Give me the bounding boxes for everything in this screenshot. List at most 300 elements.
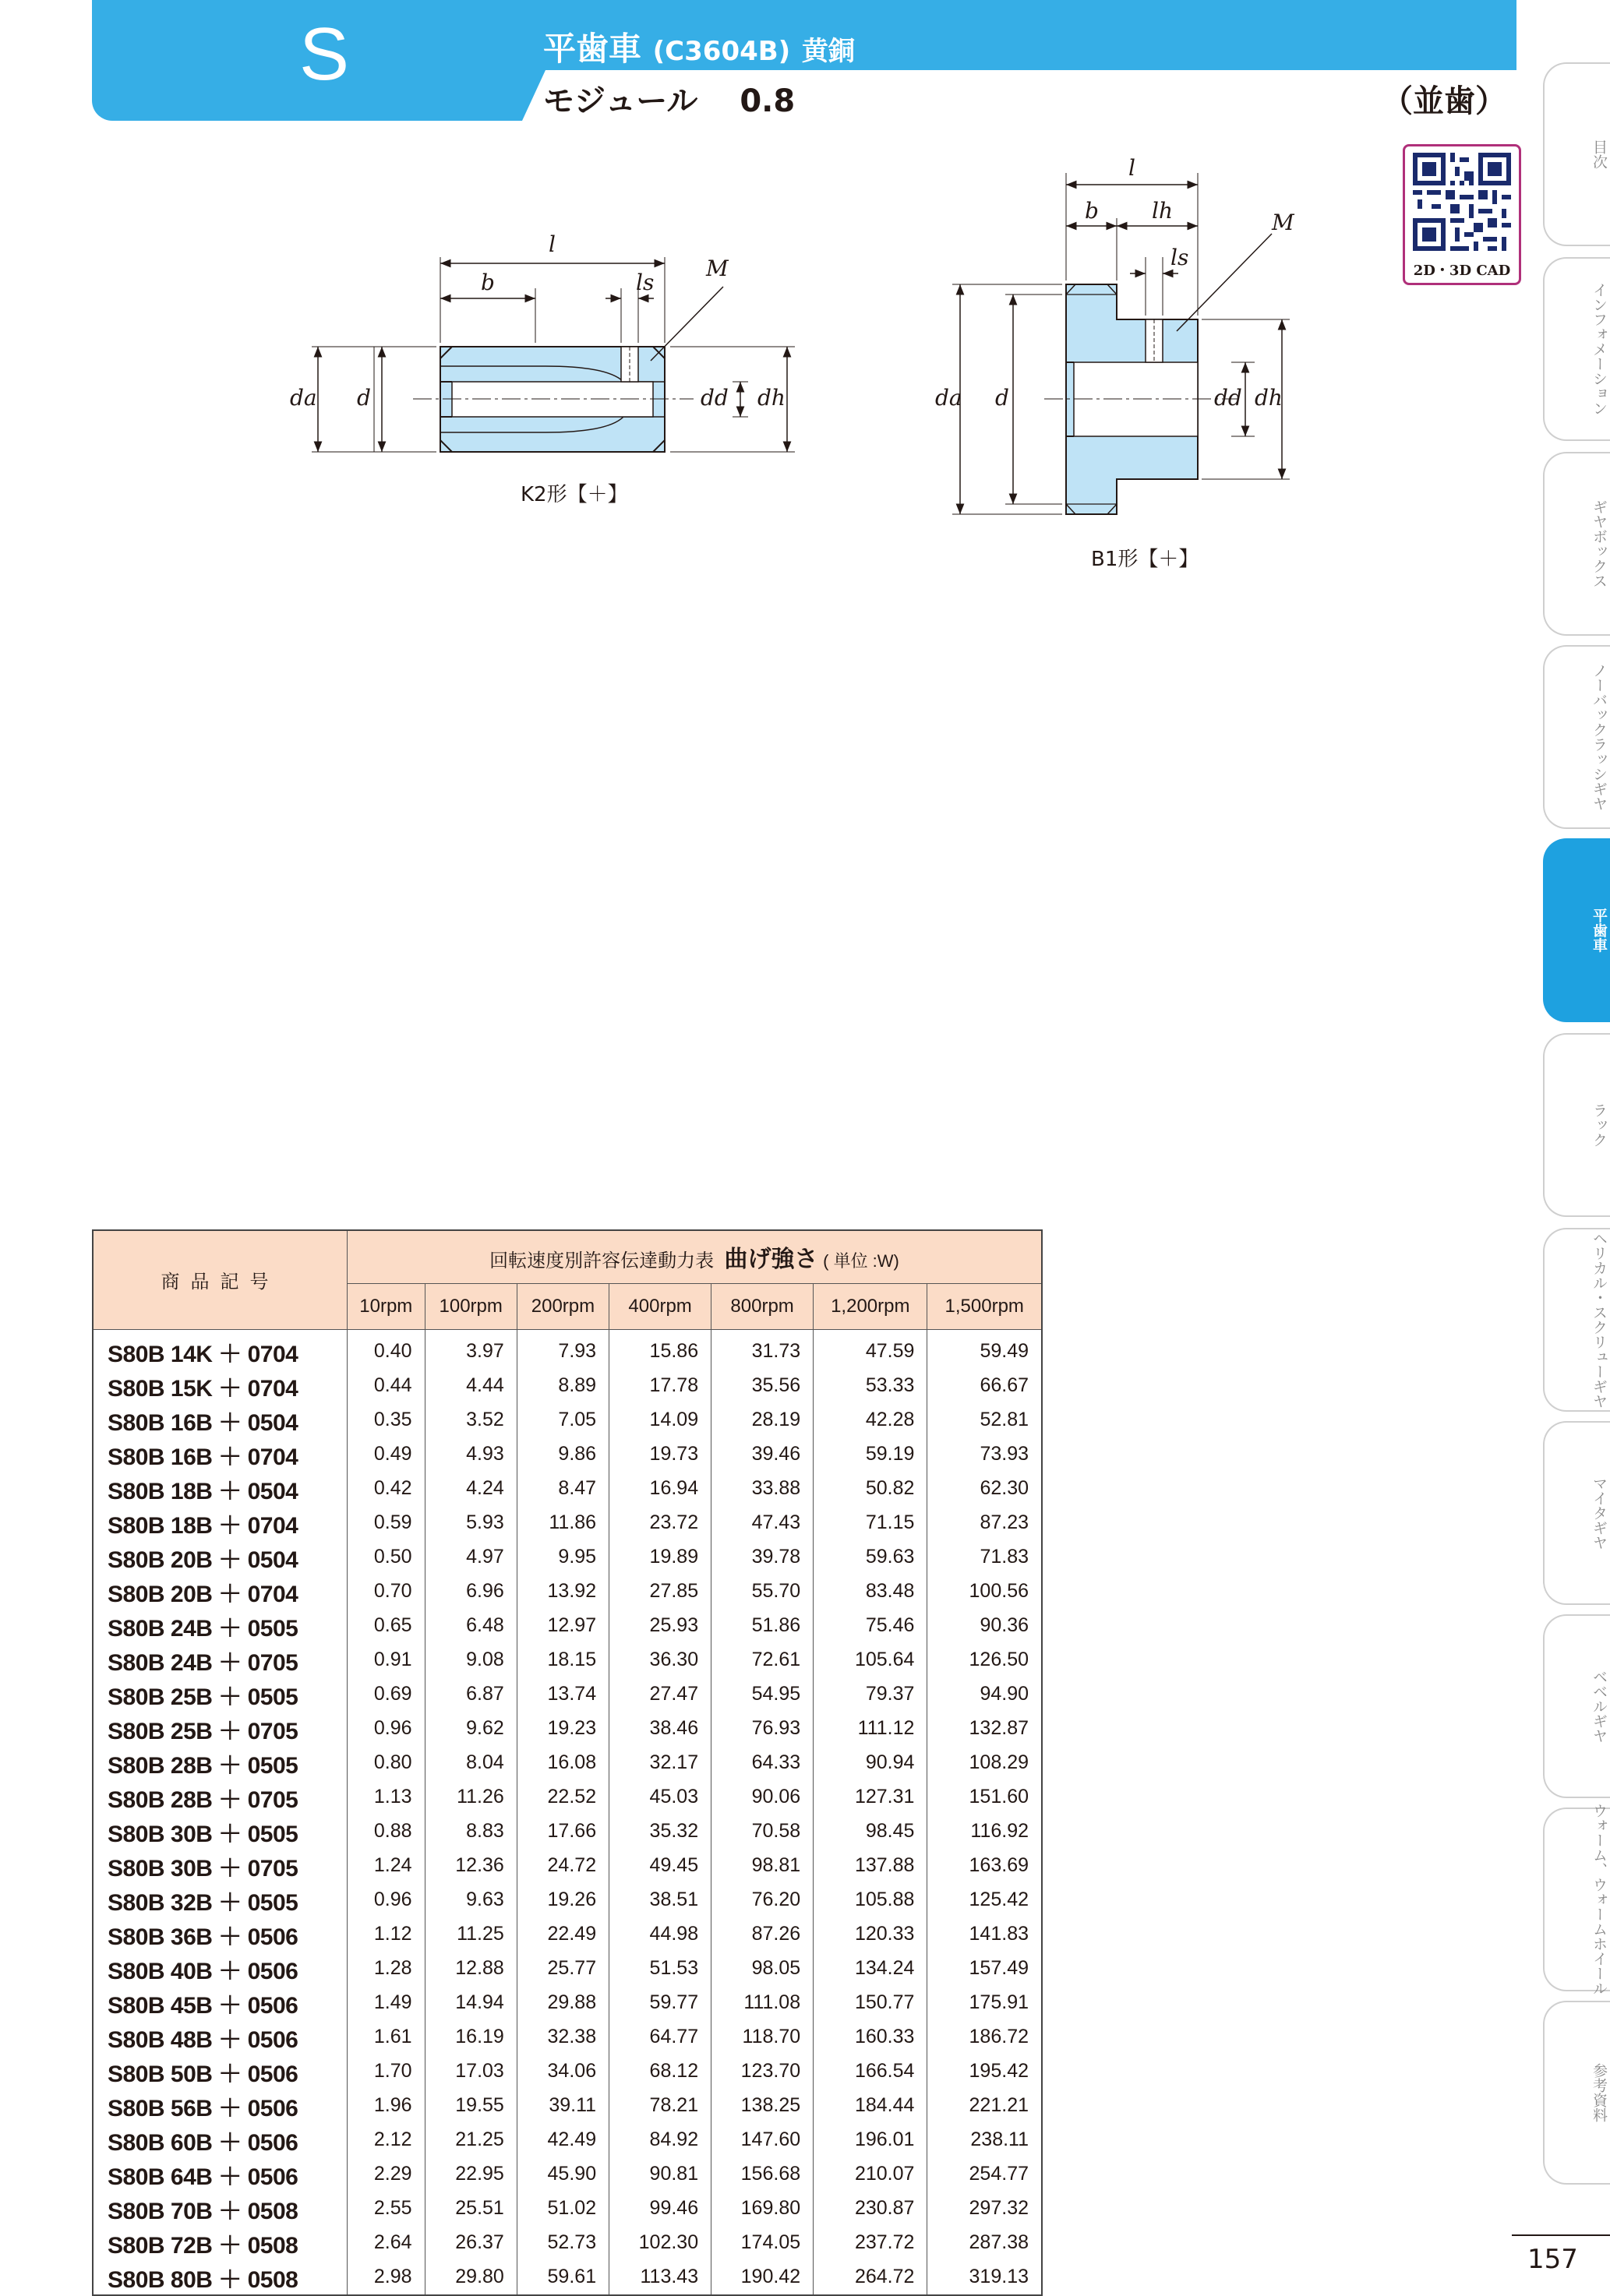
- power-value-cell: 38.51: [609, 1883, 711, 1917]
- table-row: [93, 2089, 1042, 2123]
- power-value-cell: 16.08: [517, 1746, 609, 1780]
- power-value-cell: 111.12: [814, 1712, 927, 1746]
- power-value-cell: 47.43: [711, 1506, 814, 1540]
- product-code-cell: S80B 64B ＋ 0506: [93, 2157, 348, 2192]
- power-value-cell: 132.87: [927, 1712, 1042, 1746]
- power-value-cell: 151.60: [927, 1780, 1042, 1815]
- power-value-cell: 35.32: [609, 1815, 711, 1849]
- power-value-cell: 29.80: [425, 2260, 517, 2295]
- table-row: [93, 1506, 1042, 1540]
- side-tab-worm[interactable]: ウォーム、ウォームホイール: [1543, 1808, 1610, 1991]
- power-value-cell: 59.49: [927, 1329, 1042, 1369]
- title-material-jp: 黄銅: [801, 36, 855, 67]
- side-tab-reference[interactable]: 参考資料: [1543, 2001, 1610, 2185]
- power-value-cell: 186.72: [927, 2020, 1042, 2054]
- power-value-cell: 75.46: [814, 1609, 927, 1643]
- table-row: [93, 2123, 1042, 2157]
- power-value-cell: 51.53: [609, 1952, 711, 1986]
- power-value-cell: 62.30: [927, 1472, 1042, 1506]
- power-value-cell: 38.46: [609, 1712, 711, 1746]
- power-value-cell: 11.26: [425, 1780, 517, 1815]
- side-tab-rack[interactable]: ラック: [1543, 1033, 1610, 1217]
- table-row: [93, 2020, 1042, 2054]
- power-value-cell: 17.66: [517, 1815, 609, 1849]
- power-value-cell: 319.13: [927, 2260, 1042, 2295]
- rpm-header: 200rpm: [517, 1283, 609, 1329]
- power-value-cell: 8.47: [517, 1472, 609, 1506]
- k2-drawing: [312, 257, 795, 452]
- power-value-cell: 25.93: [609, 1609, 711, 1643]
- product-code-cell: S80B 18B ＋ 0504: [93, 1472, 348, 1506]
- power-value-cell: 108.29: [927, 1746, 1042, 1780]
- power-value-cell: 22.52: [517, 1780, 609, 1815]
- power-value-cell: 47.59: [814, 1329, 927, 1369]
- k2-caption: K2形【＋】: [521, 483, 628, 506]
- product-code-cell: S80B 70B ＋ 0508: [93, 2192, 348, 2226]
- power-value-cell: 18.15: [517, 1643, 609, 1677]
- power-value-cell: 113.43: [609, 2260, 711, 2295]
- table-row: [93, 1575, 1042, 1609]
- series-letter: S: [298, 12, 350, 96]
- power-value-cell: 105.88: [814, 1883, 927, 1917]
- power-value-cell: 1.96: [348, 2089, 425, 2123]
- rpm-header: 400rpm: [609, 1283, 711, 1329]
- power-value-cell: 254.77: [927, 2157, 1042, 2192]
- product-code-cell: S80B 30B ＋ 0505: [93, 1815, 348, 1849]
- power-value-cell: 22.95: [425, 2157, 517, 2192]
- title-material: (C3604B): [652, 36, 791, 67]
- power-value-cell: 98.81: [711, 1849, 814, 1883]
- power-value-cell: 44.98: [609, 1917, 711, 1952]
- power-value-cell: 98.05: [711, 1952, 814, 1986]
- product-code-cell: S80B 36B ＋ 0506: [93, 1917, 348, 1952]
- power-value-cell: 0.80: [348, 1746, 425, 1780]
- power-value-cell: 14.94: [425, 1986, 517, 2020]
- power-value-cell: 1.24: [348, 1849, 425, 1883]
- power-value-cell: 13.74: [517, 1677, 609, 1712]
- power-value-cell: 116.92: [927, 1815, 1042, 1849]
- product-code-cell: S80B 28B ＋ 0705: [93, 1780, 348, 1815]
- power-value-cell: 4.24: [425, 1472, 517, 1506]
- product-code-cell: S80B 18B ＋ 0704: [93, 1506, 348, 1540]
- power-value-cell: 4.44: [425, 1369, 517, 1403]
- power-value-cell: 29.88: [517, 1986, 609, 2020]
- power-value-cell: 78.21: [609, 2089, 711, 2123]
- power-value-cell: 1.12: [348, 1917, 425, 1952]
- k2-label-d: d: [357, 385, 371, 411]
- power-value-cell: 287.38: [927, 2226, 1042, 2260]
- power-value-cell: 9.08: [425, 1643, 517, 1677]
- power-value-cell: 25.51: [425, 2192, 517, 2226]
- power-value-cell: 4.97: [425, 1540, 517, 1575]
- power-value-cell: 126.50: [927, 1643, 1042, 1677]
- title-main: 平歯車: [543, 30, 642, 68]
- power-value-cell: 0.96: [348, 1712, 425, 1746]
- power-value-cell: 64.77: [609, 2020, 711, 2054]
- group-header-prefix: 回転速度別許容伝達動力表: [489, 1250, 715, 1272]
- power-value-cell: 2.55: [348, 2192, 425, 2226]
- table-row: [93, 2157, 1042, 2192]
- power-value-cell: 45.90: [517, 2157, 609, 2192]
- power-value-cell: 16.94: [609, 1472, 711, 1506]
- power-value-cell: 32.38: [517, 2020, 609, 2054]
- power-value-cell: 19.26: [517, 1883, 609, 1917]
- power-value-cell: 59.19: [814, 1437, 927, 1472]
- power-value-cell: 238.11: [927, 2123, 1042, 2157]
- table-row: [93, 1609, 1042, 1643]
- power-value-cell: 160.33: [814, 2020, 927, 2054]
- power-value-cell: 141.83: [927, 1917, 1042, 1952]
- b1-label-l: l: [1128, 155, 1135, 181]
- power-value-cell: 0.59: [348, 1506, 425, 1540]
- k2-label-dd: dd: [701, 385, 729, 411]
- power-value-cell: 19.89: [609, 1540, 711, 1575]
- power-value-cell: 1.28: [348, 1952, 425, 1986]
- b1-label-ls: ls: [1170, 245, 1189, 270]
- drawing-area: [0, 0, 1481, 592]
- cad-label: 2D・3D CAD: [1413, 263, 1511, 279]
- product-code-cell: S80B 20B ＋ 0704: [93, 1575, 348, 1609]
- side-tab-no-backlash[interactable]: ノーバックラッシギヤ: [1543, 645, 1610, 829]
- power-value-cell: 100.56: [927, 1575, 1042, 1609]
- power-value-cell: 24.72: [517, 1849, 609, 1883]
- power-value-cell: 90.81: [609, 2157, 711, 2192]
- power-value-cell: 59.61: [517, 2260, 609, 2295]
- power-value-cell: 157.49: [927, 1952, 1042, 1986]
- power-value-cell: 0.44: [348, 1369, 425, 1403]
- power-value-cell: 52.81: [927, 1403, 1042, 1437]
- table-row: [93, 1986, 1042, 2020]
- k2-label-m: M: [706, 256, 729, 281]
- power-value-cell: 64.33: [711, 1746, 814, 1780]
- power-value-cell: 175.91: [927, 1986, 1042, 2020]
- b1-label-dh: dh: [1255, 385, 1283, 411]
- product-code-cell: S80B 24B ＋ 0705: [93, 1643, 348, 1677]
- b1-label-m: M: [1272, 210, 1294, 235]
- group-header-main: 曲げ強さ: [724, 1247, 818, 1273]
- power-table: [92, 1229, 1043, 2296]
- power-value-cell: 49.45: [609, 1849, 711, 1883]
- table-row: [93, 2192, 1042, 2226]
- power-value-cell: 51.86: [711, 1609, 814, 1643]
- power-value-cell: 1.61: [348, 2020, 425, 2054]
- power-value-cell: 70.58: [711, 1815, 814, 1849]
- power-value-cell: 22.49: [517, 1917, 609, 1952]
- power-value-cell: 9.95: [517, 1540, 609, 1575]
- rpm-header: 100rpm: [425, 1283, 517, 1329]
- power-value-cell: 127.31: [814, 1780, 927, 1815]
- power-value-cell: 98.45: [814, 1815, 927, 1849]
- product-code-cell: S80B 72B ＋ 0508: [93, 2226, 348, 2260]
- power-value-cell: 66.67: [927, 1369, 1042, 1403]
- power-value-cell: 33.88: [711, 1472, 814, 1506]
- power-value-cell: 1.49: [348, 1986, 425, 2020]
- power-value-cell: 17.03: [425, 2054, 517, 2089]
- table-row: [93, 1437, 1042, 1472]
- power-value-cell: 111.08: [711, 1986, 814, 2020]
- power-value-cell: 2.12: [348, 2123, 425, 2157]
- power-value-cell: 3.97: [425, 1329, 517, 1369]
- power-value-cell: 1.70: [348, 2054, 425, 2089]
- power-value-cell: 264.72: [814, 2260, 927, 2295]
- power-value-cell: 230.87: [814, 2192, 927, 2226]
- b1-label-b: b: [1085, 198, 1099, 224]
- power-value-cell: 163.69: [927, 1849, 1042, 1883]
- power-value-cell: 32.17: [609, 1746, 711, 1780]
- power-value-cell: 90.06: [711, 1780, 814, 1815]
- table-row: [93, 1952, 1042, 1986]
- power-value-cell: 51.02: [517, 2192, 609, 2226]
- power-value-cell: 102.30: [609, 2226, 711, 2260]
- k2-label-l: l: [549, 231, 556, 257]
- product-code-cell: S80B 32B ＋ 0505: [93, 1883, 348, 1917]
- power-value-cell: 59.77: [609, 1986, 711, 2020]
- power-value-cell: 72.61: [711, 1643, 814, 1677]
- k2-label-da: da: [290, 385, 317, 411]
- power-value-cell: 0.65: [348, 1609, 425, 1643]
- power-value-cell: 6.48: [425, 1609, 517, 1643]
- power-value-cell: 15.86: [609, 1329, 711, 1369]
- side-tab-miter[interactable]: マイタギヤ: [1543, 1421, 1610, 1605]
- power-value-cell: 0.91: [348, 1643, 425, 1677]
- power-value-cell: 42.49: [517, 2123, 609, 2157]
- power-value-cell: 87.26: [711, 1917, 814, 1952]
- power-value-cell: 150.77: [814, 1986, 927, 2020]
- power-value-cell: 35.56: [711, 1369, 814, 1403]
- product-code-cell: S80B 48B ＋ 0506: [93, 2020, 348, 2054]
- side-tab-gearbox[interactable]: ギヤボックス: [1543, 452, 1610, 636]
- product-code-cell: S80B 30B ＋ 0705: [93, 1849, 348, 1883]
- product-code-cell: S80B 45B ＋ 0506: [93, 1986, 348, 2020]
- power-value-cell: 196.01: [814, 2123, 927, 2157]
- table-row: [93, 1540, 1042, 1575]
- product-code-cell: S80B 14K ＋ 0704: [93, 1329, 348, 1369]
- power-value-cell: 34.06: [517, 2054, 609, 2089]
- power-value-cell: 87.23: [927, 1506, 1042, 1540]
- power-value-cell: 71.83: [927, 1540, 1042, 1575]
- module-value: 0.8: [740, 83, 796, 119]
- power-value-cell: 105.64: [814, 1643, 927, 1677]
- power-value-cell: 0.88: [348, 1815, 425, 1849]
- product-code-cell: S80B 25B ＋ 0505: [93, 1677, 348, 1712]
- power-value-cell: 42.28: [814, 1403, 927, 1437]
- power-value-cell: 2.98: [348, 2260, 425, 2295]
- power-value-cell: 156.68: [711, 2157, 814, 2192]
- rpm-header: 800rpm: [711, 1283, 814, 1329]
- power-value-cell: 36.30: [609, 1643, 711, 1677]
- power-value-cell: 9.86: [517, 1437, 609, 1472]
- power-value-cell: 0.42: [348, 1472, 425, 1506]
- power-value-cell: 169.80: [711, 2192, 814, 2226]
- power-value-cell: 12.36: [425, 1849, 517, 1883]
- power-value-cell: 50.82: [814, 1472, 927, 1506]
- power-value-cell: 0.69: [348, 1677, 425, 1712]
- power-value-cell: 5.93: [425, 1506, 517, 1540]
- power-value-cell: 26.37: [425, 2226, 517, 2260]
- power-value-cell: 134.24: [814, 1952, 927, 1986]
- table-row: [93, 2054, 1042, 2089]
- side-tab-information[interactable]: インフォメーション: [1543, 257, 1610, 441]
- power-value-cell: 13.92: [517, 1575, 609, 1609]
- power-value-cell: 123.70: [711, 2054, 814, 2089]
- power-value-cell: 79.37: [814, 1677, 927, 1712]
- power-value-cell: 9.62: [425, 1712, 517, 1746]
- power-value-cell: 0.35: [348, 1403, 425, 1437]
- side-tab-spur-gear[interactable]: 平歯車: [1543, 838, 1610, 1022]
- power-value-cell: 6.96: [425, 1575, 517, 1609]
- table-row: [93, 1643, 1042, 1677]
- power-value-cell: 21.25: [425, 2123, 517, 2157]
- side-tab-helical[interactable]: ヘリカル・スクリューギヤ: [1543, 1228, 1610, 1412]
- b1-label-lh: lh: [1152, 198, 1173, 224]
- table-row: [93, 1746, 1042, 1780]
- power-value-cell: 68.12: [609, 2054, 711, 2089]
- page-number-rule: [1512, 2234, 1610, 2236]
- table-row: [93, 1883, 1042, 1917]
- power-value-cell: 184.44: [814, 2089, 927, 2123]
- power-value-cell: 19.23: [517, 1712, 609, 1746]
- group-header-unit: ( 単位 :W): [823, 1251, 899, 1271]
- power-value-cell: 11.25: [425, 1917, 517, 1952]
- power-value-cell: 17.78: [609, 1369, 711, 1403]
- table-body: [93, 1329, 1042, 2295]
- power-value-cell: 221.21: [927, 2089, 1042, 2123]
- power-value-cell: 8.83: [425, 1815, 517, 1849]
- product-code-cell: S80B 80B ＋ 0508: [93, 2260, 348, 2295]
- power-value-cell: 0.50: [348, 1540, 425, 1575]
- power-value-cell: 99.46: [609, 2192, 711, 2226]
- table-row: [93, 1849, 1042, 1883]
- power-value-cell: 7.05: [517, 1403, 609, 1437]
- power-value-cell: 237.72: [814, 2226, 927, 2260]
- power-value-cell: 39.78: [711, 1540, 814, 1575]
- power-value-cell: 0.49: [348, 1437, 425, 1472]
- tooth-type: （並歯）: [1382, 83, 1506, 119]
- power-value-cell: 2.64: [348, 2226, 425, 2260]
- power-value-cell: 7.93: [517, 1329, 609, 1369]
- power-value-cell: 0.40: [348, 1329, 425, 1369]
- b1-label-da: da: [935, 385, 962, 411]
- power-value-cell: 0.96: [348, 1883, 425, 1917]
- power-value-cell: 174.05: [711, 2226, 814, 2260]
- power-value-cell: 4.93: [425, 1437, 517, 1472]
- power-value-cell: 19.55: [425, 2089, 517, 2123]
- table-row: [93, 2260, 1042, 2295]
- power-value-cell: 31.73: [711, 1329, 814, 1369]
- product-code-cell: S80B 50B ＋ 0506: [93, 2054, 348, 2089]
- product-code-cell: S80B 20B ＋ 0504: [93, 1540, 348, 1575]
- table-row: [93, 1815, 1042, 1849]
- power-value-cell: 16.19: [425, 2020, 517, 2054]
- power-value-cell: 14.09: [609, 1403, 711, 1437]
- power-group-header: [348, 1230, 1043, 1283]
- side-tab-bevel[interactable]: ベベルギヤ: [1543, 1614, 1610, 1798]
- power-value-cell: 71.15: [814, 1506, 927, 1540]
- rpm-header: 10rpm: [348, 1283, 425, 1329]
- b1-label-d: d: [995, 385, 1009, 411]
- product-code-header: 商品記号: [93, 1230, 348, 1329]
- power-value-cell: 19.73: [609, 1437, 711, 1472]
- table-row: [93, 1472, 1042, 1506]
- power-value-cell: 25.77: [517, 1952, 609, 1986]
- power-value-cell: 54.95: [711, 1677, 814, 1712]
- power-value-cell: 195.42: [927, 2054, 1042, 2089]
- product-code-cell: S80B 16B ＋ 0704: [93, 1437, 348, 1472]
- power-value-cell: 27.47: [609, 1677, 711, 1712]
- product-code-cell: S80B 24B ＋ 0505: [93, 1609, 348, 1643]
- power-value-cell: 73.93: [927, 1437, 1042, 1472]
- b1-label-dd: dd: [1214, 385, 1242, 411]
- power-value-cell: 138.25: [711, 2089, 814, 2123]
- k2-label-b: b: [481, 270, 495, 295]
- rpm-header: 1,200rpm: [814, 1283, 927, 1329]
- rpm-header: 1,500rpm: [927, 1283, 1042, 1329]
- power-value-cell: 55.70: [711, 1575, 814, 1609]
- power-value-cell: 11.86: [517, 1506, 609, 1540]
- power-value-cell: 45.03: [609, 1780, 711, 1815]
- power-value-cell: 3.52: [425, 1403, 517, 1437]
- power-value-cell: 118.70: [711, 2020, 814, 2054]
- power-value-cell: 147.60: [711, 2123, 814, 2157]
- power-value-cell: 125.42: [927, 1883, 1042, 1917]
- power-value-cell: 0.70: [348, 1575, 425, 1609]
- module-label: モジュール: [543, 83, 698, 119]
- page-number: 157: [1527, 2244, 1578, 2275]
- power-value-cell: 39.11: [517, 2089, 609, 2123]
- power-value-cell: 8.89: [517, 1369, 609, 1403]
- table-row: [93, 1677, 1042, 1712]
- power-value-cell: 83.48: [814, 1575, 927, 1609]
- b1-caption: B1形【＋】: [1091, 548, 1199, 571]
- k2-label-dh: dh: [757, 385, 786, 411]
- power-value-cell: 28.19: [711, 1403, 814, 1437]
- power-value-cell: 52.73: [517, 2226, 609, 2260]
- product-code-cell: S80B 15K ＋ 0704: [93, 1369, 348, 1403]
- power-value-cell: 27.85: [609, 1575, 711, 1609]
- power-value-cell: 84.92: [609, 2123, 711, 2157]
- table-row: [93, 1780, 1042, 1815]
- power-value-cell: 53.33: [814, 1369, 927, 1403]
- side-tab-contents[interactable]: 目次: [1543, 62, 1610, 246]
- product-code-cell: S80B 60B ＋ 0506: [93, 2123, 348, 2157]
- power-value-cell: 6.87: [425, 1677, 517, 1712]
- power-value-cell: 12.88: [425, 1952, 517, 1986]
- table-row: [93, 1403, 1042, 1437]
- power-value-cell: 76.20: [711, 1883, 814, 1917]
- power-value-cell: 9.63: [425, 1883, 517, 1917]
- power-value-cell: 190.42: [711, 2260, 814, 2295]
- table-row: [93, 1369, 1042, 1403]
- k2-label-ls: ls: [636, 270, 655, 295]
- table-row: [93, 2226, 1042, 2260]
- b1-drawing: [952, 173, 1290, 514]
- table-row: [93, 1329, 1042, 1369]
- power-value-cell: 210.07: [814, 2157, 927, 2192]
- power-value-cell: 2.29: [348, 2157, 425, 2192]
- power-value-cell: 137.88: [814, 1849, 927, 1883]
- power-value-cell: 8.04: [425, 1746, 517, 1780]
- power-value-cell: 59.63: [814, 1540, 927, 1575]
- power-value-cell: 39.46: [711, 1437, 814, 1472]
- power-value-cell: 23.72: [609, 1506, 711, 1540]
- product-code-cell: S80B 25B ＋ 0705: [93, 1712, 348, 1746]
- power-value-cell: 1.13: [348, 1780, 425, 1815]
- table-row: [93, 1712, 1042, 1746]
- table-row: [93, 1917, 1042, 1952]
- product-code-cell: S80B 28B ＋ 0505: [93, 1746, 348, 1780]
- product-code-cell: S80B 16B ＋ 0504: [93, 1403, 348, 1437]
- power-value-cell: 297.32: [927, 2192, 1042, 2226]
